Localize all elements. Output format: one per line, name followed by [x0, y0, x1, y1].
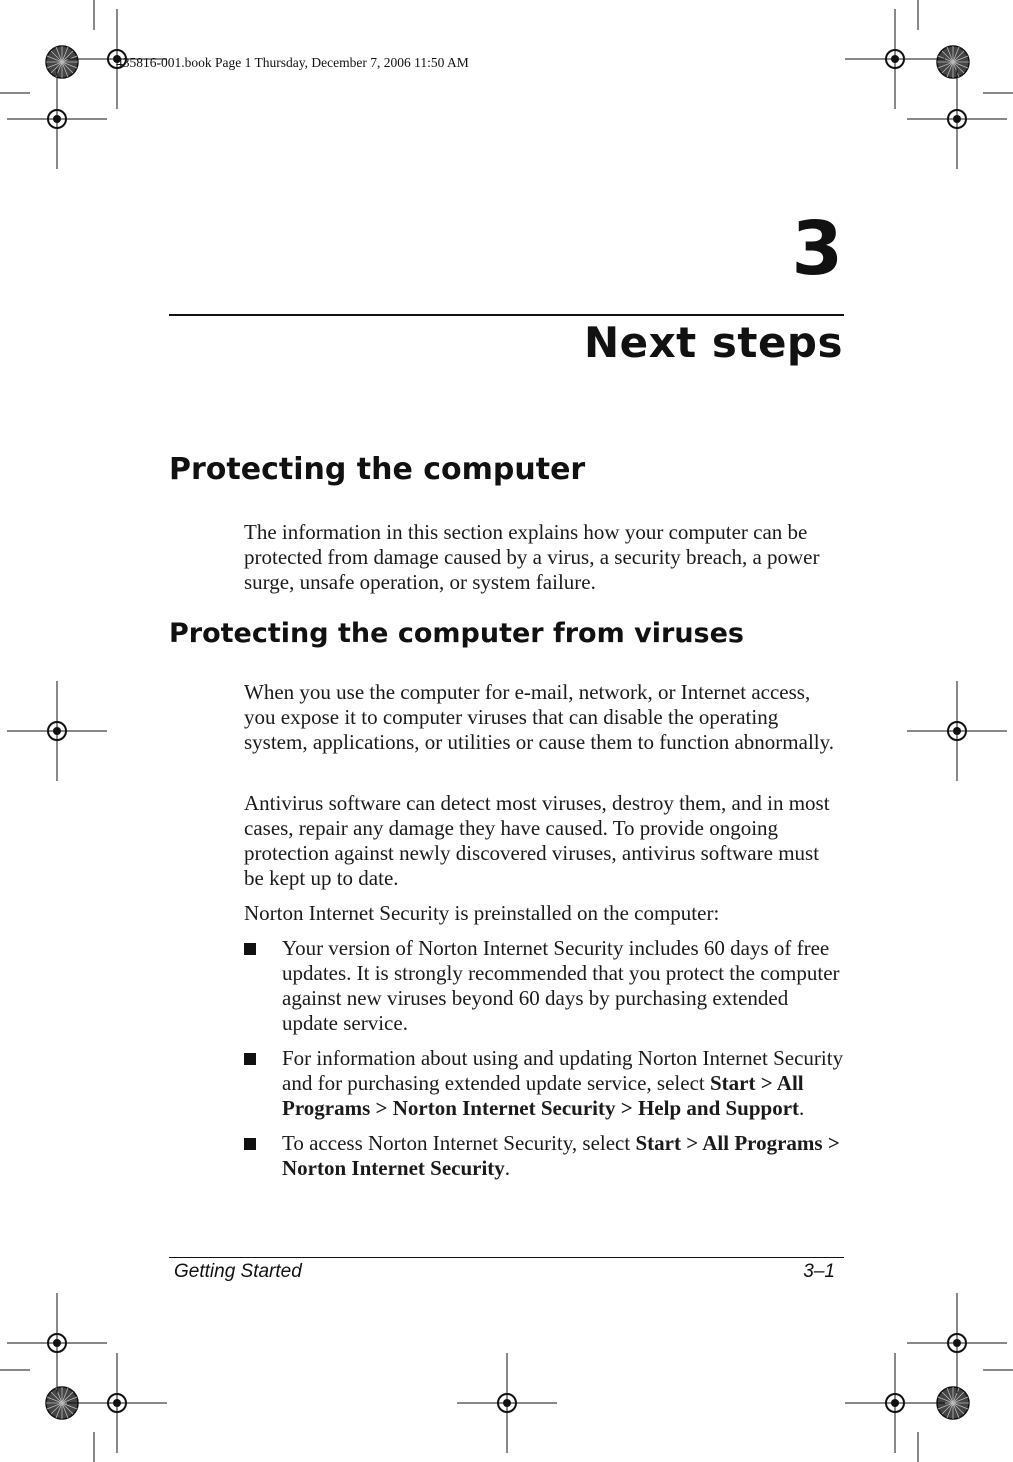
registration-crosshair-icon — [907, 681, 1007, 781]
section-intro-paragraph: The information in this section explains how your computer can be protected from damage caused by a virus, a security breach, a power surge, unsafe operation, or system failure. — [244, 520, 820, 594]
list-item-text: For information about using and updating Norton Internet Security and for purchasing extended update service, select — [282, 1046, 844, 1095]
chapter-divider — [169, 314, 844, 316]
registration-star-icon — [937, 46, 969, 78]
registration-crosshair-icon — [7, 1293, 107, 1393]
list-item — [244, 936, 844, 1036]
registration-star-icon — [46, 46, 78, 78]
body-paragraph: Antivirus software can detect most viruses, destroy them, and in most cases, repair any damage they have caused. To provide ongoing protection against newly discovered viruses, antivirus software must be kept up to date. — [244, 791, 830, 890]
registration-crosshair-icon — [907, 1293, 1007, 1393]
registration-crosshair-icon — [457, 1353, 557, 1453]
chapter-number: 3 — [791, 206, 843, 292]
registration-crosshair-icon — [845, 9, 945, 109]
registration-crosshair-icon — [845, 1353, 945, 1453]
registration-crosshair-icon — [7, 69, 107, 169]
body-paragraph: When you use the computer for e-mail, network, or Internet access, you expose it to computer viruses that can disable the operating system, applications, or utilities or cause them to function abnormally. — [244, 680, 835, 754]
menu-path: Start > All Programs > Norton Internet Security — [282, 1131, 840, 1180]
registration-crosshair-icon — [907, 69, 1007, 169]
section-heading-protecting: Protecting the computer — [169, 452, 586, 487]
square-bullet-icon — [244, 1053, 256, 1065]
print-slug: 435816-001.book Page 1 Thursday, December 7, 2006 11:50 AM — [116, 55, 469, 70]
square-bullet-icon — [244, 1138, 256, 1150]
bullet-list — [244, 936, 844, 1191]
footer-page-number: 3–1 — [803, 1261, 835, 1282]
body-paragraph: Norton Internet Security is preinstalled on the computer: — [244, 901, 720, 925]
square-bullet-icon — [244, 943, 256, 955]
list-item — [244, 1046, 844, 1121]
list-item-tail: . — [504, 1156, 511, 1180]
menu-path: Start > All Programs > Norton Internet Security > Help and Support — [282, 1071, 804, 1120]
chapter-title: Next steps — [583, 318, 843, 367]
footer-book-title: Getting Started — [174, 1261, 302, 1282]
list-item-tail: . — [799, 1096, 805, 1120]
section-heading-viruses: Protecting the computer from viruses — [169, 618, 744, 649]
list-item — [244, 1131, 844, 1181]
list-item-text: Your version of Norton Internet Security includes 60 days of free updates. It is strongly recommended that you protect the computer against new viruses beyond 60 days by purchasing extended update service. — [282, 936, 840, 1035]
footer-divider — [169, 1257, 844, 1258]
registration-crosshair-icon — [7, 681, 107, 781]
list-item-text: To access Norton Internet Security, select — [282, 1131, 636, 1155]
registration-crosshair-icon — [67, 1353, 167, 1453]
